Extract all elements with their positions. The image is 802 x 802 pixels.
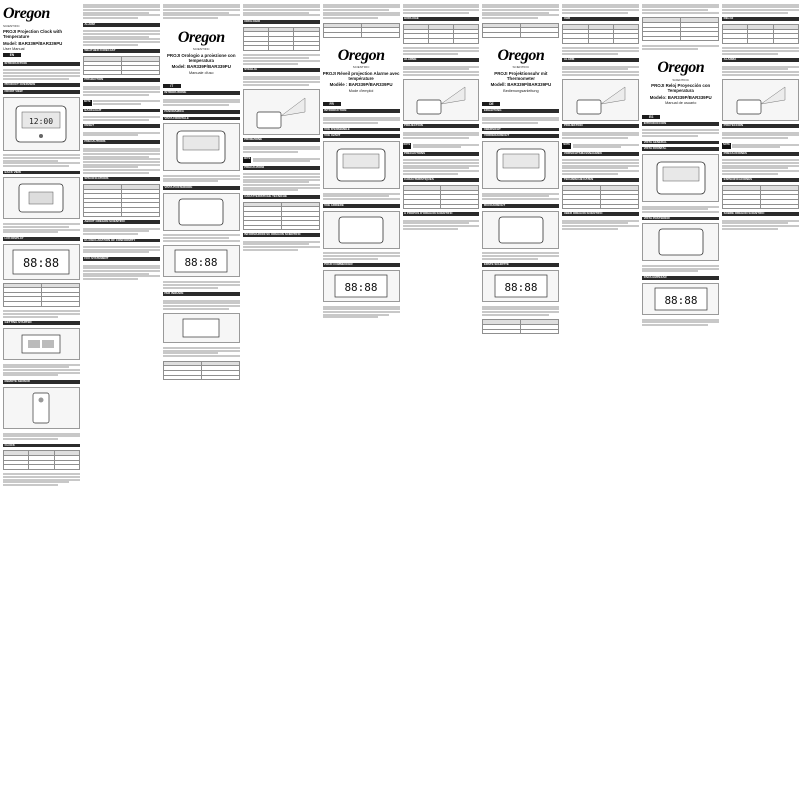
note-box: NOTE [722,143,799,149]
section-heading: PROJECTION [83,78,160,82]
svg-text:88:88: 88:88 [23,255,60,270]
back-view-figure [163,193,240,231]
section-heading: FCC STATEMENT [83,257,160,261]
section-heading: EINLEITUNG [482,109,559,113]
back-view-figure [323,211,400,249]
text-block [562,65,639,76]
column-3 [163,3,240,799]
document-title: PROJI Projektionsuhr mit Thermometer [494,70,548,81]
text-block [722,219,799,230]
document-manual-label: Mode d'emploi [348,88,374,93]
settings-table [482,319,559,334]
front-view-figure [163,123,240,171]
document-model: Model: BAR339P/BAR339PU [3,40,63,46]
text-block [323,192,400,201]
cover-french [323,41,400,100]
section-heading: HORLOGE [403,17,480,21]
front-view-figure [323,141,400,189]
back-view-figure [482,211,559,249]
brand-subtitle: SCIENTIFIC [672,77,690,82]
text-block [163,3,240,20]
clock-table [403,24,480,43]
text-block [403,47,480,56]
battery-figure [163,313,240,343]
section-heading: RESET [83,124,160,128]
section-heading: INTRODUCTION [3,62,80,66]
text-block [482,305,559,316]
section-heading: PRECAUTIONS [83,140,160,144]
section-heading: VORDERANSICHT [482,134,559,138]
clock-table [722,24,799,43]
text-block [243,173,320,193]
lcd-display-figure [642,283,719,315]
section-heading: ALARM [83,23,160,27]
text-block [323,116,400,125]
column-5 [323,3,400,799]
note-box: NOTE [83,100,160,106]
text-block [3,310,80,319]
section-heading: CLOCK [3,444,80,448]
text-block [642,205,719,214]
lcd-display-figure [482,270,559,302]
text-block [83,147,160,175]
back-view-figure [642,223,719,261]
note-box: NOTE [403,143,480,149]
text-block [163,280,240,289]
language-tab: FR [323,102,341,106]
lcd-display-figure [3,244,80,280]
section-heading: PRECAUCIONES [722,152,799,156]
text-block [83,115,160,121]
section-heading: GETTING STARTED [3,321,80,325]
projection-figure [722,79,799,121]
text-block [482,252,559,261]
text-block [642,3,719,14]
section-heading: WEATHER FORECAST [83,49,160,53]
section-heading: CARACTÉRISTIQUES [403,178,480,182]
text-block [243,3,320,17]
column-1 [3,3,80,799]
section-heading: OROLOGIO [243,20,320,24]
cover-spanish [642,53,719,112]
section-heading: PROJEKTION [562,124,639,128]
document-model: Modelo: BAR339P/BAR339PU [649,94,712,100]
remote-sensor-figure [3,387,80,429]
lcd-display-figure [163,245,240,277]
language-tab: ES [642,115,660,119]
section-heading: INTRODUCTION [323,109,400,113]
text-block [243,75,320,86]
text-block [163,299,240,310]
data-table [482,23,559,38]
column-2 [83,3,160,799]
section-heading: VISTA POSTERIOR [642,217,719,221]
text-block [243,145,320,154]
text-block [163,234,240,243]
brand-subtitle: SCIENTIFIC [192,47,210,52]
text-block [243,240,320,251]
text-block [722,159,799,176]
section-heading: EU-DECLARATION OF CONFORMITY [83,239,160,243]
text-block [163,98,240,107]
data-table [323,23,400,38]
text-block [83,131,160,137]
projection-figure [403,79,480,121]
data-table [642,17,719,41]
text-block [722,131,799,140]
section-heading: FRONT VIEW [3,90,80,94]
brand-logo: Oregon [177,28,225,46]
text-block [403,3,480,14]
section-heading: ÜBERSICHT [482,128,559,132]
document-title: PROJI Orologio a proiezione con temperatura [166,52,236,63]
brand-logo: Oregon [657,59,705,77]
column-6 [403,3,480,799]
section-heading: RÜCKANSICHT [482,204,559,208]
section-heading: PROIEZIONE [243,138,320,142]
text-block [482,3,559,20]
section-heading: PROJECTION [403,124,480,128]
text-block [163,174,240,183]
section-heading: ABOUT OREGON SCIENTIFIC [83,220,160,224]
front-view-figure [482,141,559,189]
text-block [562,3,639,14]
section-heading: ÜBER OREGON SCIENTIFIC [562,212,639,216]
language-tab: EN [3,53,21,57]
brand-subtitle: SCIENTIFIC [512,65,530,70]
note-box: NOTE [243,157,320,163]
section-heading: INTRODUCCIÓN [642,122,719,126]
icon-table [3,283,80,307]
back-view-figure [3,177,80,219]
section-heading: SOBRE OREGON SCIENTIFIC [722,212,799,216]
clock-table [562,24,639,43]
text-block [3,432,80,441]
section-heading: VORSICHTSMASSNAHMEN [562,152,639,156]
text-block [3,222,80,233]
document-manual-label: Manual de usuario [665,101,697,106]
section-heading: PARA EMPEZAR [642,276,719,280]
section-heading: VUE AVANT [323,134,400,138]
section-heading: ESPECIFICACIONES [722,178,799,182]
text-block [3,154,80,168]
section-heading: INTRODUZIONE [163,91,240,95]
projection-figure [243,89,320,135]
text-block [642,129,719,138]
section-heading: CARATTERISTICHE TECNICHE [243,195,320,199]
text-block [482,116,559,125]
text-block [403,159,480,176]
text-block [83,30,160,47]
text-block [323,3,400,20]
document-title: PROJI Projection Clock with Temperature [3,29,63,39]
text-block [163,346,240,357]
brand-subtitle: SCIENTIFIC [3,23,20,28]
text-block [642,44,719,50]
text-block [562,219,639,230]
brand-logo: Oregon [3,5,50,22]
section-heading: VUE D'ENSEMBLE [323,128,400,132]
cover-english [3,3,80,59]
specifications-table [403,185,480,209]
brand-subtitle: SCIENTIFIC [352,65,370,70]
brand-logo: Oregon [497,46,545,64]
section-heading: RELOJ [722,17,799,21]
text-block [642,318,719,327]
front-view-figure [642,154,719,202]
brand-logo: Oregon [337,46,385,64]
text-block [243,54,320,65]
section-heading: PANORAMICA [163,110,240,114]
text-block [83,3,160,20]
section-heading: PER INIZIARE [163,292,240,296]
column-7 [482,3,559,799]
text-block [83,227,160,236]
svg-text:88:88: 88:88 [664,293,698,307]
document-model: Modèle : BAR339P/BAR339PU [329,82,393,88]
text-block [722,65,799,76]
document-title: PROJI Reloj Proyección con Temperatura [651,83,711,94]
section-heading: À PROPOS D'OREGON SCIENTIFIC [403,212,480,216]
clock-table [243,27,320,51]
cover-italian [163,23,240,82]
document-manual-label: User Manual [3,47,25,51]
section-heading: POUR COMMENCER [323,263,400,267]
svg-text:88:88: 88:88 [504,280,538,294]
section-heading: VISTA GENERAL [642,141,719,145]
svg-text:12:00: 12:00 [29,116,54,126]
section-heading: ALARM [562,58,639,62]
section-heading: PRECAUZIONI [243,166,320,170]
section-heading: ERSTE SCHRITTE [482,263,559,267]
section-heading: PROYECCIÓN [722,124,799,128]
text-block [642,264,719,273]
text-block [323,305,400,319]
section-heading: VISTA POSTERIORE [163,186,240,190]
forecast-table [83,56,160,75]
text-block [403,219,480,230]
section-heading: SVEGLIA [243,68,320,72]
note-box: NOTE [562,143,639,149]
column-10 [722,3,799,799]
section-heading: BACK VIEW [3,171,80,175]
specifications-table [83,184,160,217]
text-block [3,473,80,487]
section-heading: VISTA FRONTALE [163,117,240,121]
document-model: Modell: BAR339P/BAR339PU [490,82,552,88]
text-block [722,47,799,56]
text-block [3,363,80,377]
document-manual-label: Manuale d'uso [188,70,214,75]
text-block [482,192,559,201]
section-heading: REMOTE SENSOR [3,380,80,384]
column-8 [562,3,639,799]
text-block [562,159,639,176]
front-view-figure [3,97,80,151]
text-block [83,245,160,254]
specifications-table [722,185,799,209]
projection-figure [562,79,639,121]
text-block [562,47,639,56]
text-block [323,252,400,261]
text-block [403,65,480,76]
section-heading: INFORMAZIONI SU OREGON SCIENTIFIC [243,233,320,237]
text-block [562,131,639,140]
cover-german [482,41,559,100]
section-heading: ALARMA [722,58,799,62]
section-heading: TECHNISCHE DATEN [562,178,639,182]
text-block [403,131,480,140]
document-model: Model: BAR339P/BAR339PU [171,64,231,70]
section-heading: ALARME [403,58,480,62]
document-title: PROJI Réveil projection Alarme avec température [322,70,400,81]
section-heading: LCD DISPLAY [3,237,80,241]
text-block [722,3,799,14]
clock-table [3,450,80,469]
section-heading: PRÉCAUTIONS [403,152,480,156]
text-block [83,85,160,96]
section-heading: SPECIFICATIONS [83,177,160,181]
lcd-display-figure [323,270,400,302]
document-manual-label: Bedienungsanleitung [503,88,539,93]
svg-text:88:88: 88:88 [184,256,218,270]
specifications-table [243,202,320,231]
svg-text:88:88: 88:88 [344,280,378,294]
section-heading: BACKLIGHT [83,109,160,113]
section-heading: VISTA FRONTAL [642,147,719,151]
section-heading: VUE ARRIÈRE [323,204,400,208]
language-tab: DE [482,102,500,106]
language-tab: IT [163,84,181,88]
settings-table [163,361,240,380]
text-block [3,69,80,80]
battery-figure [3,328,80,360]
section-heading: UHR [562,17,639,21]
text-block [83,264,160,281]
specifications-table [562,185,639,209]
section-heading: PRODUCT OVERVIEW [3,83,80,87]
column-9 [642,3,719,799]
column-4 [243,3,320,799]
